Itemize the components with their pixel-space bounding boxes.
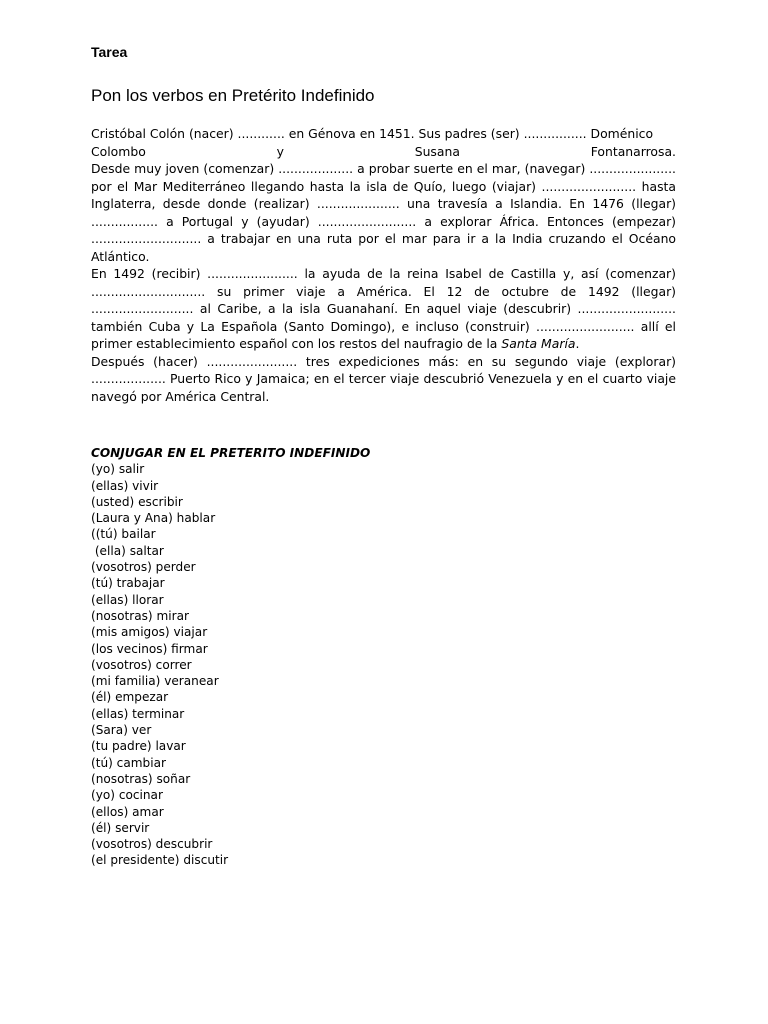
verb-item: (yo) cocinar bbox=[91, 788, 163, 803]
verb-item: (nosotras) soñar bbox=[91, 771, 191, 786]
exercise-text bbox=[91, 125, 676, 405]
paragraph-4-text: En 1492 (recibir) ....................... la ayuda de la reina Isabel de Castilla y, así (comenzar) ............................. su primer viaje a América. El 12 de octubre de 1492 (llegar) .......................... al Caribe, a la isla Guanahaní. En aquel viaje (descubrir) ......................... también Cuba y La Española (Santo Domingo), e incluso (construir) ......................... allí el primer establecimiento español con los restos del naufragio de la bbox=[91, 266, 676, 351]
verb-item: (ellas) terminar bbox=[91, 706, 185, 721]
exercise-heading: Pon los verbos en Pretérito Indefinido bbox=[91, 86, 375, 105]
paragraph-3: Desde muy joven (comenzar) ................... a probar suerte en el mar, (navegar) ...................... por el Mar Mediterráneo llegando hasta la isla de Quío, luego (viajar) ........................ hasta Inglaterra, desde donde (realizar) ..................... una travesía a Islandia. En 1476 (llegar) ................. a Portugal y (ayudar) ......................... a explorar África. Entonces (empezar) ............................ a trabajar en una ruta por el mar para ir a la India cruzando el Océano Atlántico. bbox=[91, 161, 676, 264]
verb-item: (mi familia) veranear bbox=[91, 674, 219, 689]
verb-item: (tú) cambiar bbox=[91, 755, 166, 770]
verb-item: (Laura y Ana) hablar bbox=[91, 511, 216, 526]
verb-item: (nosotras) mirar bbox=[91, 608, 189, 623]
verb-item: (mis amigos) viajar bbox=[91, 625, 208, 640]
verb-item: ((tú) bailar bbox=[91, 527, 156, 542]
ship-name: Santa María bbox=[501, 336, 576, 351]
verb-item: (tu padre) lavar bbox=[91, 739, 186, 754]
verb-item: (vosotros) perder bbox=[91, 560, 196, 575]
paragraph-1: Cristóbal Colón (nacer) ............ en Génova en 1451. Sus padres (ser) ................ Doménico bbox=[91, 126, 654, 141]
paragraph-2: Colombo y Susana Fontanarrosa. bbox=[91, 143, 676, 159]
paragraph-4 bbox=[91, 265, 676, 353]
conjugation-section bbox=[91, 445, 591, 869]
section-title: CONJUGAR EN EL PRETERITO INDEFINIDO bbox=[91, 446, 371, 460]
paragraph-4-end: . bbox=[575, 336, 580, 351]
verb-item: (ella) saltar bbox=[91, 543, 164, 558]
verb-item: (vosotros) descubrir bbox=[91, 837, 213, 852]
verb-item: (él) empezar bbox=[91, 690, 169, 705]
verb-item: (Sara) ver bbox=[91, 723, 152, 738]
verb-item: (tú) trabajar bbox=[91, 576, 165, 591]
verb-item: (yo) salir bbox=[91, 462, 145, 477]
paragraph-5: Después (hacer) ....................... tres expediciones más: en su segundo viaje (explorar) ................... Puerto Rico y Jamaica; en el tercer viaje descubrió Venezuela y en el cuarto viaje navegó por América Central. bbox=[91, 353, 676, 404]
verb-item: (ellas) vivir bbox=[91, 478, 159, 493]
verb-item: (ellos) amar bbox=[91, 804, 164, 819]
verb-item: (el presidente) discutir bbox=[91, 853, 229, 868]
document-title: Tarea bbox=[91, 44, 128, 60]
verb-item: (los vecinos) firmar bbox=[91, 641, 208, 656]
verb-list bbox=[91, 461, 591, 868]
verb-item: (ellas) llorar bbox=[91, 592, 164, 607]
verb-item: (usted) escribir bbox=[91, 494, 183, 509]
verb-item: (vosotros) correr bbox=[91, 657, 192, 672]
verb-item: (él) servir bbox=[91, 820, 150, 835]
